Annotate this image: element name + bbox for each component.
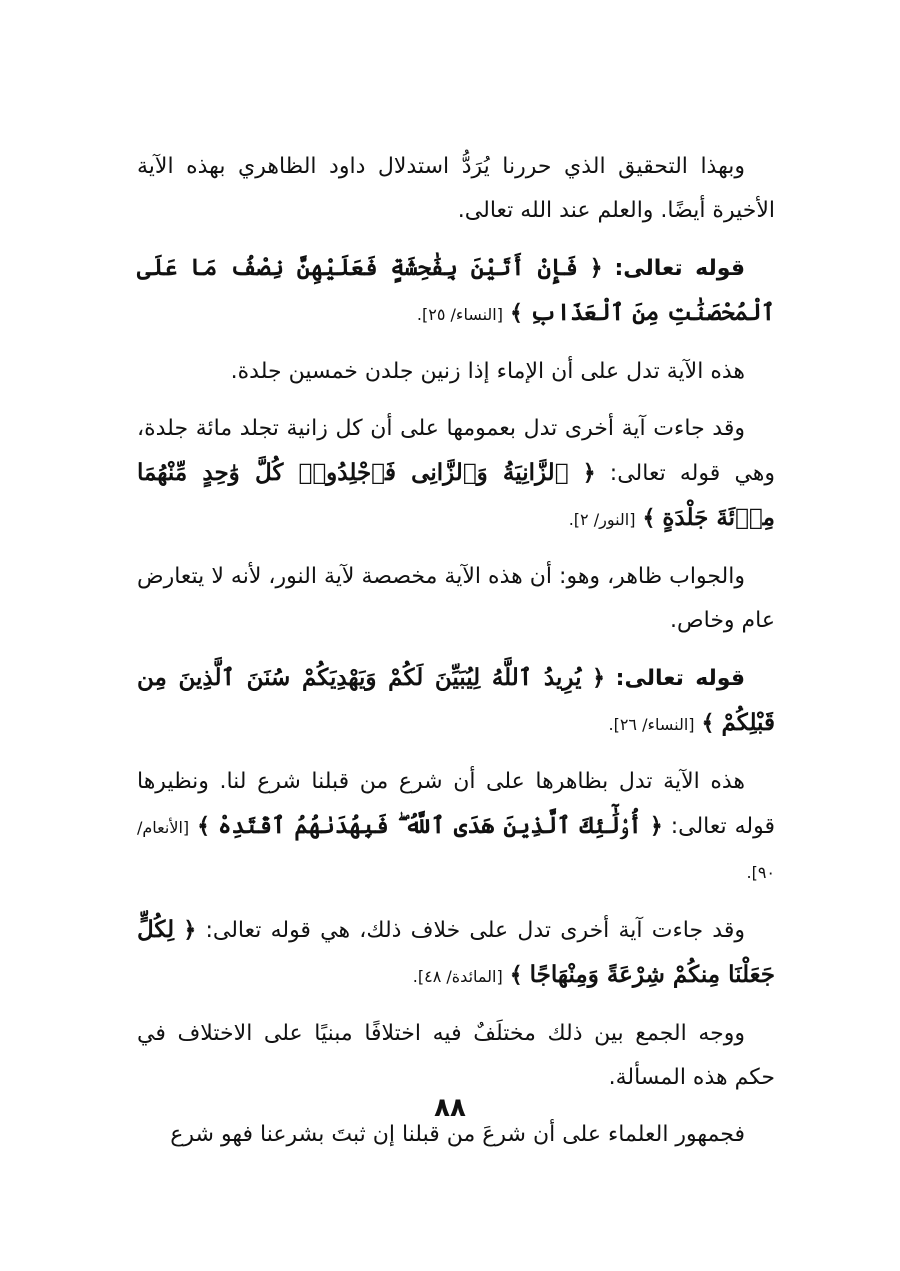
paragraph-text: وقد جاءت آية أخرى تدل على خلاف ذلك، هي قوله تعالى: (205, 918, 745, 943)
ornate-bracket-close: ﴾ (509, 962, 523, 988)
paragraph-text-block (137, 350, 775, 394)
quran-verse: يُرِيدُ ٱللَّهُ لِيُبَيِّنَ لَكُمْ وَيَهْدِيَكُمْ سُنَنَ ٱلَّذِينَ مِن قَبْلِكُمْ (137, 664, 775, 736)
ornate-bracket-open: ﴿ (582, 460, 596, 486)
ornate-bracket-close: ﴾ (509, 300, 523, 326)
quran-verse: لِكُلٍّ جَعَلْنَا مِنكُمْ شِرْعَةً وَمِنْهَاجًا (137, 916, 775, 988)
page-body (137, 145, 775, 1157)
quran-verse: فَإِنْ أَتَيْنَ بِفَٰحِشَةٍ فَعَلَيْهِنَّ نِصْفُ مَا عَلَى ٱلْمُحْصَنَٰتِ مِنَ ٱلْعَذَابِ (137, 254, 775, 326)
ornate-bracket-open: ﴿ (592, 665, 606, 691)
paragraph-text: فجمهور العلماء على أن شرعَ من قبلنا إن ثبتَ بشرعنا فهو شرع (170, 1122, 745, 1147)
paragraph-reconciliation (137, 1012, 775, 1100)
paragraph-text: وقد جاءت آية أخرى تدل بعمومها على أن كل زانية تجلد مائة جلدة، وهي قوله تعالى: (137, 416, 776, 486)
verse-reference: [الأنعام/ ٩٠]. (137, 818, 775, 882)
quran-verse: أُو۟لَٰٓئِكَ ٱلَّذِينَ هَدَى ٱللَّهُ ۖ فَبِهُدَىٰهُمُ ٱقْتَدِهْ (218, 812, 642, 839)
paragraph-text: هذه الآية تدل بظاهرها على أن شرع من قبلنا شرع لنا. ونظيرها قوله تعالى: (137, 769, 775, 839)
paragraph-intro (137, 145, 775, 233)
verse-reference: [المائدة/ ٤٨]. (412, 967, 503, 986)
paragraph-text: وبهذا التحقيق الذي حررنا يُرَدُّ استدلال داود الظاهري بهذه الآية الأخيرة أيضًا. والعلم عند الله تعالى. (137, 154, 775, 223)
ornate-bracket-open: ﴿ (183, 917, 197, 943)
paragraph-text: هذه الآية تدل على أن الإماء إذا زنين جلدن خمسين جلدة. (230, 359, 745, 384)
paragraph-verse-nisa-25 (137, 246, 775, 337)
ornate-bracket-open: ﴿ (589, 255, 603, 281)
paragraph-verse-nur-2 (137, 407, 775, 542)
verse-reference: [النور/ ٢]. (568, 510, 636, 529)
ornate-bracket-open: ﴿ (649, 813, 663, 839)
page-number: ٨٨ (434, 1093, 466, 1123)
verse-lead: قوله تعالى: (614, 256, 745, 281)
ornate-bracket-close: ﴾ (197, 813, 211, 839)
verse-lead: قوله تعالى: (615, 666, 746, 691)
verse-reference: [النساء/ ٢٦]. (608, 715, 695, 734)
paragraph-text: والجواب ظاهر، وهو: أن هذه الآية مخصصة لآية النور، لأنه لا يتعارض عام وخاص. (137, 564, 775, 633)
ornate-bracket-close: ﴾ (642, 505, 656, 531)
paragraph-text: ووجه الجمع بين ذلك مختلَفٌ فيه اختلافًا مبنيًا على الاختلاف في حكم هذه المسألة. (137, 1021, 775, 1090)
ornate-bracket-close: ﴾ (701, 710, 715, 736)
paragraph-verse-maida-48 (137, 908, 775, 999)
verse-reference: [النساء/ ٢٥]. (416, 305, 503, 324)
paragraph-verse-nisa-26 (137, 656, 775, 747)
quran-verse: ٱلزَّانِيَةُ وَٱلزَّانِى فَٱجْلِدُوا۟ كُلَّ وَٰحِدٍ مِّنْهُمَا مِا۟ئَةَ جَلْدَةٍ (137, 459, 775, 531)
paragraph-verse-anam-90 (137, 760, 775, 895)
paragraph-answer (137, 555, 775, 643)
